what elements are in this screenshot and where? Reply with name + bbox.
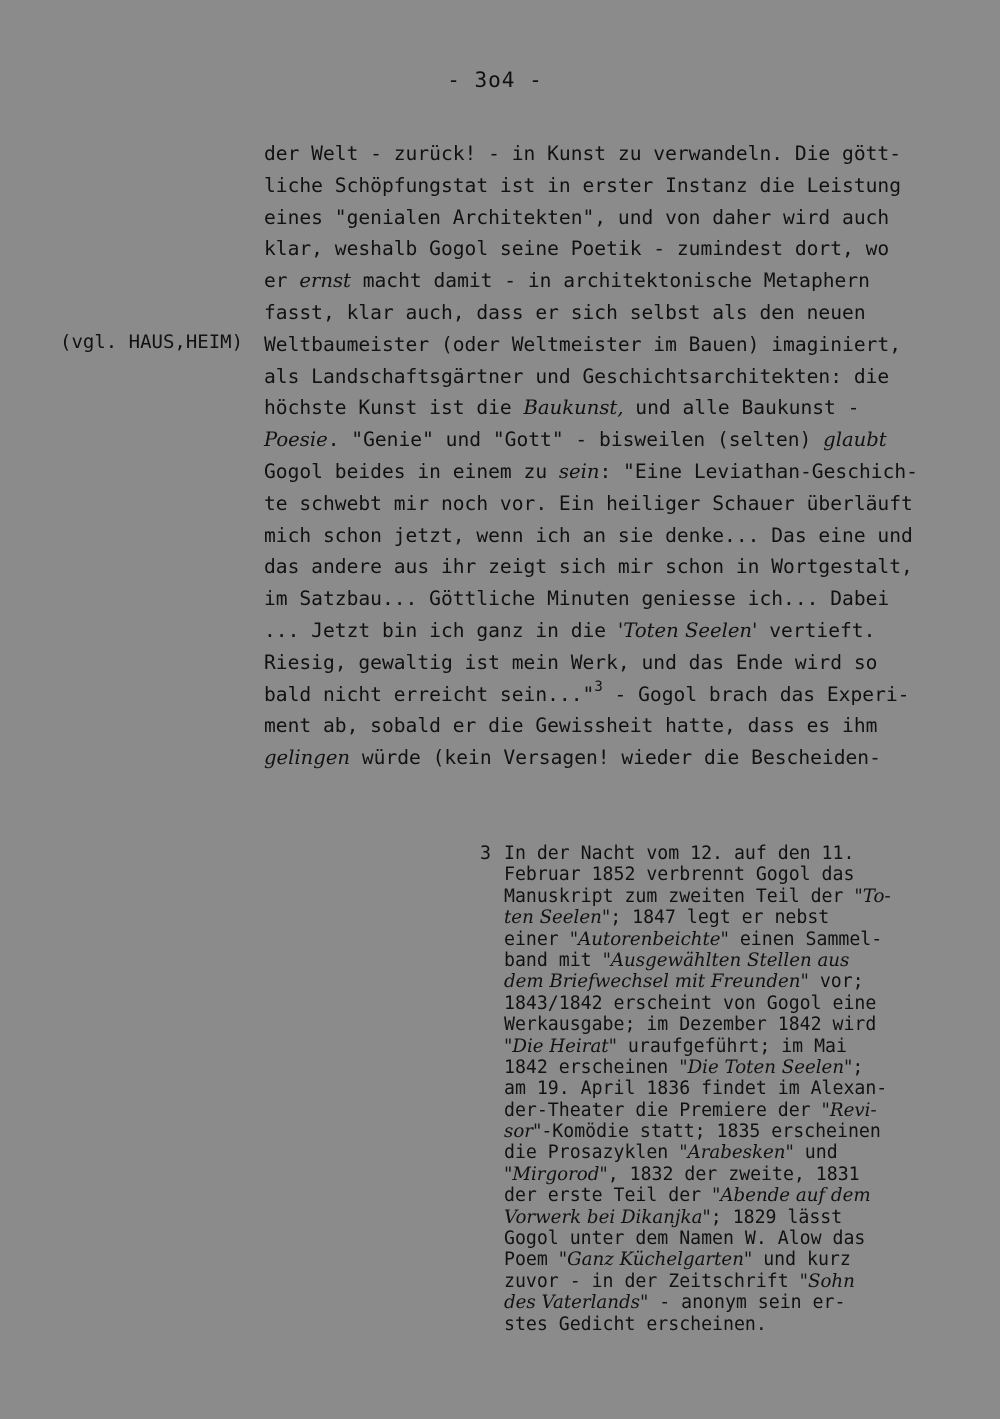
text-line: eines "genialen Architekten", und von daher wird auch <box>264 205 890 229</box>
text-line: ment ab, sobald er die Gewissheit hatte, dass es ihm <box>264 714 878 738</box>
text-run: macht damit - in architektonische Metaphern <box>350 269 870 293</box>
text-line: liche Schöpfungstat ist in erster Instanz die Leistung <box>264 173 902 197</box>
text-run: Werkausgabe; im Dezember 1842 wird <box>504 1014 877 1036</box>
text-run: einer <box>504 928 570 950</box>
text-run: stes Gedicht erscheinen. <box>504 1313 767 1335</box>
footnote-line <box>480 950 980 971</box>
footnote-line <box>480 929 980 950</box>
text-run: er <box>264 269 300 293</box>
text-line: als Landschaftsgärtner und Geschichtsarchitekten: die <box>264 364 890 388</box>
text-line: klar, weshalb Gogol seine Poetik - zumindest dort, wo <box>264 237 890 261</box>
text-run: uraufgeführt; im Mai <box>616 1035 847 1057</box>
footnote-line <box>480 1292 980 1313</box>
emphasis: gelingen <box>264 746 351 770</box>
footnote-line <box>480 1164 980 1185</box>
footnote <box>480 843 980 1335</box>
footnote-line <box>480 1249 980 1270</box>
emphasis: glaubt <box>823 428 887 452</box>
text-run: Gogol unter dem Namen W. Alow das <box>504 1228 866 1250</box>
text-line: Riesig, gewaltig ist mein Werk, und das Ende wird so <box>264 650 878 674</box>
text-run: vertieft. <box>757 618 876 642</box>
emphasis: "Autorenbeichte" <box>569 928 729 950</box>
text-run: ... Jetzt bin ich ganz in die <box>264 618 618 642</box>
text-line <box>264 392 964 424</box>
text-line: Weltbaumeister (oder Weltmeister im Bauen) imaginiert, <box>264 332 902 356</box>
emphasis: Baukunst, <box>523 396 624 420</box>
text-run: 1843/1842 erscheint von Gogol eine <box>504 992 877 1014</box>
text-run: vor; <box>808 971 864 993</box>
text-run: . "Genie" und "Gott" - bisweilen (selten) <box>327 428 824 452</box>
emphasis: "Mirgorod" <box>504 1163 608 1185</box>
emphasis: "Revi- <box>821 1099 877 1121</box>
footnote-line <box>480 1036 980 1057</box>
footnote-line <box>480 907 980 928</box>
text-run: Poem <box>504 1249 559 1271</box>
text-run: würde (kein Versagen! wieder die Bescheiden- <box>350 746 881 770</box>
footnote-line <box>480 1014 980 1035</box>
text-line <box>264 679 964 711</box>
text-run: der-Theater die Premiere der <box>504 1099 822 1121</box>
text-line <box>264 456 964 488</box>
emphasis: ten Seelen" <box>504 907 611 929</box>
text-line <box>264 265 964 297</box>
text-run: -Komödie statt; 1835 erscheinen <box>541 1121 881 1143</box>
text-run: und kurz <box>752 1249 851 1271</box>
text-run: und <box>793 1142 838 1164</box>
text-line: fasst, klar auch, dass er sich selbst als den neuen <box>264 300 866 324</box>
margin-note: (vgl. HAUS,HEIM) <box>60 331 244 353</box>
footnote-line <box>480 864 980 885</box>
footnote-line <box>480 1207 980 1228</box>
footnote-line <box>480 1271 980 1292</box>
footnote-line <box>480 1185 980 1206</box>
text-run: Manuskript zum zweiten Teil der <box>504 885 855 907</box>
footnote-line <box>480 1228 980 1249</box>
emphasis: dem Briefwechsel mit Freunden" <box>504 971 809 993</box>
text-line: te schwebt mir noch vor. Ein heiliger Schauer überläuft <box>264 491 913 515</box>
text-run: am 19. April 1836 findet im Alexan- <box>504 1078 888 1100</box>
text-line <box>264 742 964 774</box>
emphasis: "Ausgewählten Stellen aus <box>602 949 850 971</box>
text-run: - Gogol brach das Experi- <box>602 682 910 706</box>
emphasis: "Die Toten Seelen" <box>679 1056 853 1078</box>
footnote-line <box>480 993 980 1014</box>
emphasis: sor" <box>504 1121 542 1143</box>
page-number: - 3o4 - <box>447 68 543 92</box>
text-run: höchste Kunst ist die <box>264 396 524 420</box>
emphasis: "Die Heirat" <box>504 1035 617 1057</box>
text-line: mich schon jetzt, wenn ich an sie denke... Das eine und <box>264 523 913 547</box>
footnote-line <box>480 1057 980 1078</box>
text-run: In der Nacht vom 12. auf den 11. <box>504 843 855 864</box>
footnote-line <box>480 1142 980 1163</box>
text-run: der erste Teil der <box>504 1185 713 1207</box>
emphasis: des Vaterlands" <box>504 1292 649 1314</box>
emphasis: "Abende auf dem <box>712 1185 871 1207</box>
text-run: , 1832 der zweite, 1831 <box>607 1163 860 1185</box>
emphasis: "To- <box>854 885 891 907</box>
text-run: : "Eine Leviathan-Geschich- <box>599 459 918 483</box>
emphasis: 'Toten Seelen' <box>617 618 758 642</box>
text-run: ; <box>852 1056 864 1078</box>
text-line: das andere aus ihr zeigt sich mir schon in Wortgestalt, <box>264 555 913 579</box>
footnote-line <box>480 1100 980 1121</box>
text-run: 1842 erscheinen <box>504 1056 680 1078</box>
emphasis: Poesie <box>264 428 328 452</box>
emphasis: sein <box>558 459 600 483</box>
text-run: einen Sammel- <box>728 928 883 950</box>
emphasis: Vorwerk bei Dikanjka" <box>504 1206 711 1228</box>
text-run: zuvor - in der Zeitschrift <box>504 1270 800 1292</box>
footnote-line <box>480 1314 980 1335</box>
emphasis: ernst <box>299 269 351 293</box>
text-run: die Prosazyklen <box>504 1142 680 1164</box>
text-line <box>264 615 964 647</box>
footnote-line <box>480 843 980 864</box>
footnote-reference: 3 <box>594 678 603 695</box>
emphasis: "Ganz Küchelgarten" <box>558 1249 753 1271</box>
text-run: ; 1829 lässt <box>710 1206 843 1228</box>
text-run: - anonym sein er- <box>648 1292 846 1314</box>
emphasis: "Arabesken" <box>679 1142 794 1164</box>
footnote-number: 3 <box>480 843 491 864</box>
text-line: der Welt - zurück! - in Kunst zu verwandeln. Die gött- <box>264 142 902 165</box>
footnote-line <box>480 971 980 992</box>
text-run: band mit <box>504 949 603 971</box>
text-run: ; 1847 legt er nebst <box>610 907 830 929</box>
text-run: bald nicht erreicht sein..." <box>264 682 595 706</box>
main-text <box>264 138 964 774</box>
emphasis: "Sohn <box>799 1270 855 1292</box>
footnote-line <box>480 1121 980 1142</box>
text-run: und alle Baukunst - <box>623 396 860 420</box>
text-run: Gogol beides in einem zu <box>264 459 559 483</box>
text-run: Februar 1852 verbrennt Gogol das <box>504 864 855 886</box>
footnote-line <box>480 886 980 907</box>
text-line: im Satzbau... Göttliche Minuten geniesse ich... Dabei <box>264 587 890 611</box>
text-line <box>264 424 964 456</box>
footnote-line <box>480 1078 980 1099</box>
